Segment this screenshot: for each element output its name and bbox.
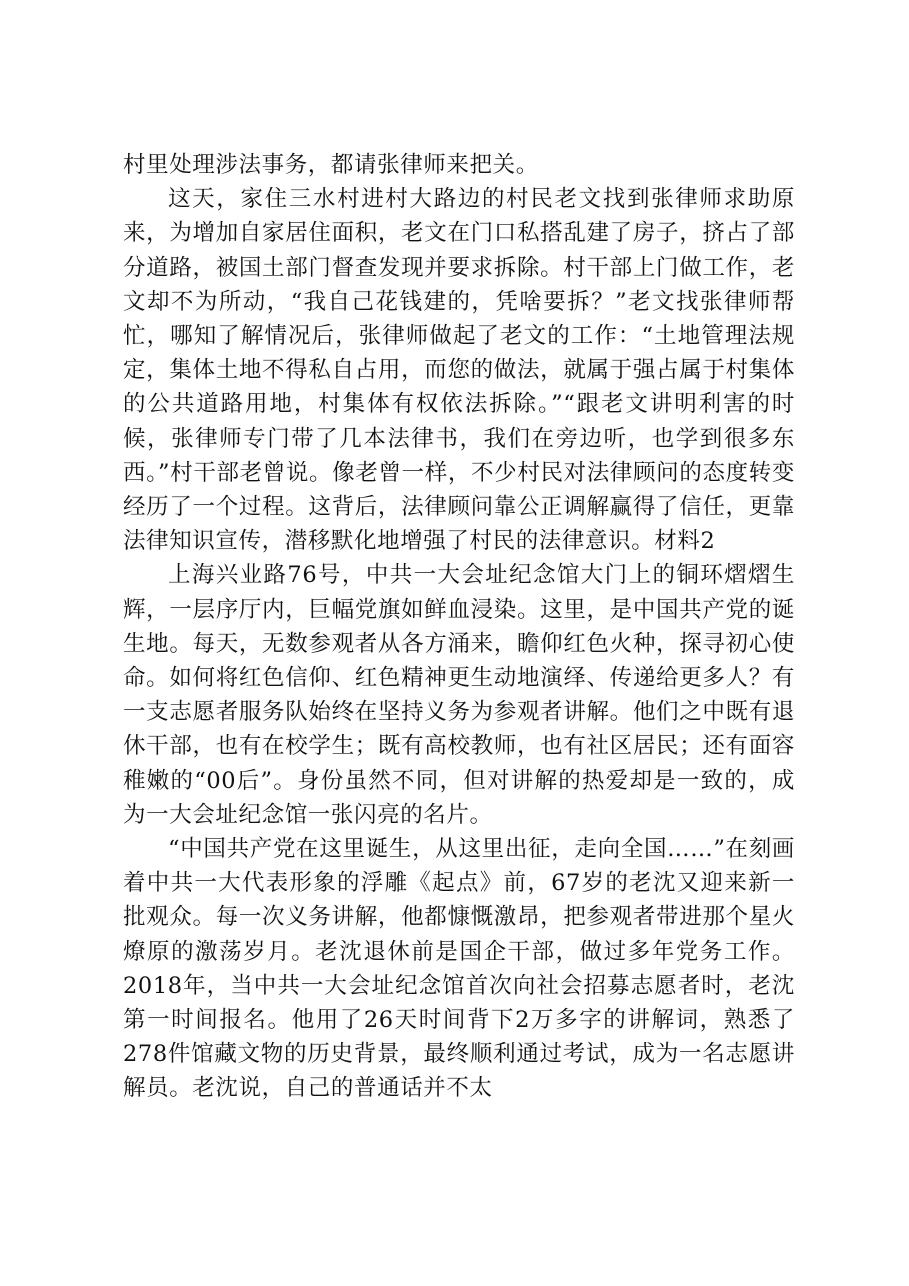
- paragraph: 上海兴业路76号，中共一大会址纪念馆大门上的铜环熠熠生辉，一层序厅内，巨幅党旗如鲜血浸染。这里，是中国共产党的诞生地。每天，无数参观者从各方涌来，瞻仰红色火种，探寻初心使命。如何将红色信仰、红色精神更生动地演绎、传递给更多人？有一支志愿者服务队始终在坚持义务为参观者讲解。他们之中既有退休干部，也有在校学生；既有高校教师，也有社区居民；还有面容稚嫩的“00后”。身份虽然不同，但对讲解的热爱却是一致的，成为一大会址纪念馆一张闪亮的名片。: [123, 562, 795, 828]
- paragraph: “中国共产党在这里诞生，从这里出征，走向全国……”在刻画着中共一大代表形象的浮雕《起点》前，67岁的老沈又迎来新一批观众。每一次义务讲解，他都慷慨激昂，把参观者带进那个星火燎原的激荡岁月。老沈退休前是国企干部，做过多年党务工作。2018年，当中共一大会址纪念馆首次向社会招募志愿者时，老沈第一时间报名。他用了26天时间背下2万多字的讲解词，熟悉了278件馆藏文物的历史背景，最终顺利通过考试，成为一名志愿讲解员。老沈说，自己的普通话并不太: [123, 836, 795, 1102]
- paragraph: 村里处理涉法事务，都请张律师来把关。: [123, 152, 539, 178]
- document-page: [123, 148, 795, 1106]
- paragraph: 这天，家住三水村进村大路边的村民老文找到张律师求助原来，为增加自家居住面积，老文在门口私搭乱建了房子，挤占了部分道路，被国土部门督查发现并要求拆除。村干部上门做工作，老文却不为所动，“我自己花钱建的，凭啥要拆？”老文找张律师帮忙，哪知了解情况后，张律师做起了老文的工作：“土地管理法规定，集体土地不得私自占用，而您的做法，就属于强占属于村集体的公共道路用地，村集体有权依法拆除。”“跟老文讲明利害的时候，张律师专门带了几本法律书，我们在旁边听，也学到很多东西。”村干部老曾说。像老曾一样，不少村民对法律顾问的态度转变经历了一个过程。这背后，法律顾问靠公正调解赢得了信任，更靠法律知识宣传，潜移默化地增强了村民的法律意识。材料2: [123, 186, 795, 555]
